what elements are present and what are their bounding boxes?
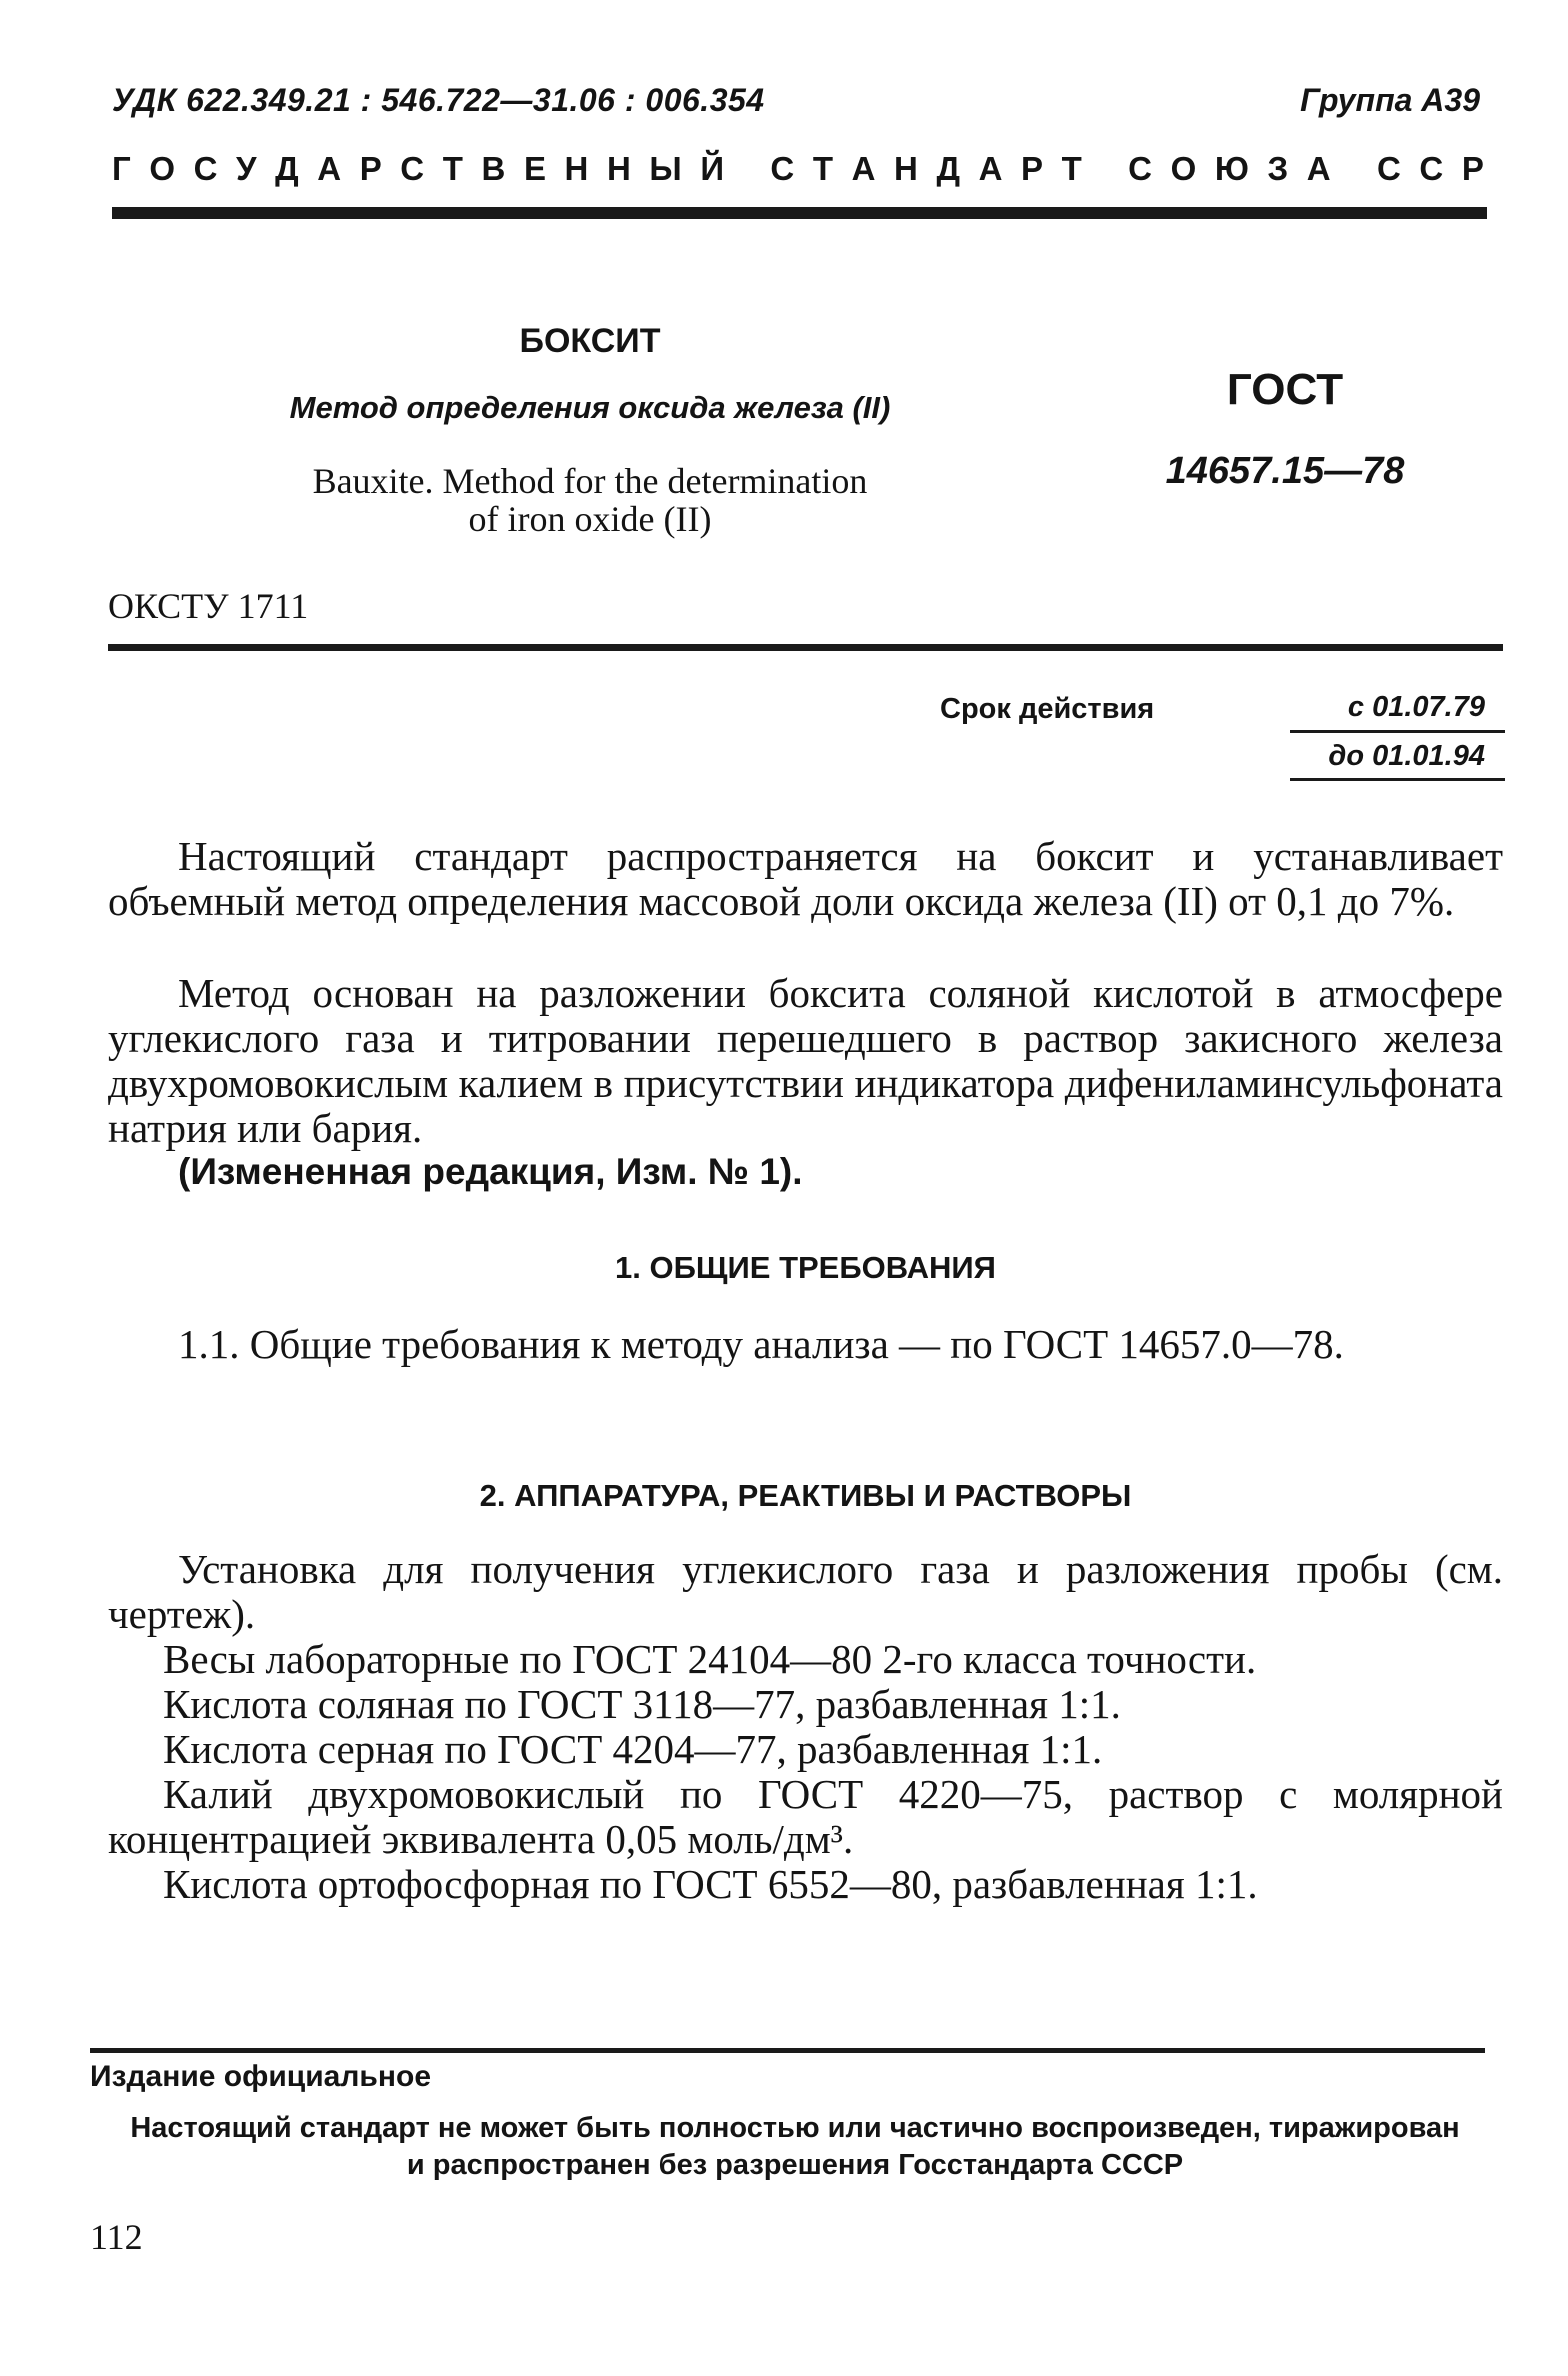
state-title-letter: Н xyxy=(606,150,631,187)
section-2-item: Кислота серная по ГОСТ 4204—77, разбавленная 1:1. xyxy=(163,1726,1103,1772)
page-number: 112 xyxy=(90,2217,143,2257)
state-title-letter: А xyxy=(1306,150,1331,187)
state-title-letter: Г xyxy=(112,150,131,187)
state-title-letter: У xyxy=(236,150,257,187)
state-title-letter: Н xyxy=(564,150,589,187)
state-title-letter: С xyxy=(400,150,425,187)
state-standard-title xyxy=(112,150,1484,188)
state-title-letter: А xyxy=(317,150,342,187)
state-title-gap xyxy=(1100,150,1109,188)
english-title-line-1: Bauxite. Method for the determination xyxy=(312,461,868,501)
section-2-heading: 2. АППАРАТУРА, РЕАКТИВЫ И РАСТВОРЫ xyxy=(479,1478,1132,1513)
state-title-letter: Д xyxy=(936,150,960,187)
state-title-letter: Р xyxy=(1021,150,1044,187)
state-title-letter: Т xyxy=(812,150,834,187)
validity-rule-2 xyxy=(1290,778,1505,781)
method-title: Метод определения оксида железа (II) xyxy=(289,390,891,425)
intro-paragraph-scope: Настоящий стандарт распространяется на боксит и устанавливает объемный метод определения массовой доли оксида железа (II) от 0,1 до 7%. xyxy=(108,833,1503,924)
section-2-item: Установка для получения углекислого газа и разложения пробы (см. чертеж). xyxy=(108,1546,1503,1637)
section-2-item: Кислота соляная по ГОСТ 3118—77, разбавленная 1:1. xyxy=(163,1681,1121,1727)
state-title-letter: С xyxy=(1376,150,1401,187)
state-title-letter: С xyxy=(770,150,795,187)
validity-rule-1 xyxy=(1290,730,1505,733)
state-title-letter: Р xyxy=(359,150,382,187)
state-title-letter: С xyxy=(1419,150,1444,187)
validity-to: до 01.01.94 xyxy=(1328,740,1485,772)
udk-code: УДК 622.349.21 : 546.722—31.06 : 006.354 xyxy=(112,82,765,118)
state-title-gap xyxy=(743,150,752,188)
validity-from: с 01.07.79 xyxy=(1347,691,1485,723)
state-title-letter: Д xyxy=(275,150,299,187)
state-title-letter: Ы xyxy=(649,150,682,187)
state-title-letter: Е xyxy=(523,150,546,187)
intro-paragraph-method: Метод основан на разложении боксита соляной кислотой в атмосфере углекислого газа и титровании перешедшего в раствор закисного железа двухромовокислым калием в присутствии индикатора дифениламинсульфоната натрия или бария. xyxy=(108,970,1503,1151)
gost-label: ГОСТ xyxy=(1226,365,1344,414)
section-1-heading: 1. ОБЩИЕ ТРЕБОВАНИЯ xyxy=(615,1250,996,1285)
group-code: Группа А39 xyxy=(1300,82,1480,118)
state-title-letter: Т xyxy=(442,150,463,187)
state-title-letter: Р xyxy=(1461,150,1484,187)
state-title-letter: Й xyxy=(700,150,725,187)
footer-rule xyxy=(90,2048,1485,2053)
validity-label: Срок действия xyxy=(940,693,1155,725)
section-2-item: Кислота ортофосфорная по ГОСТ 6552—80, разбавленная 1:1. xyxy=(163,1861,1258,1907)
amendment-note: (Измененная редакция, Изм. № 1). xyxy=(178,1151,803,1192)
english-title-line-2: of iron oxide (II) xyxy=(468,499,712,539)
state-title-letter: В xyxy=(481,150,506,187)
state-title-letter: Ю xyxy=(1214,150,1249,187)
state-title-gap xyxy=(1349,150,1358,188)
state-title-letter: С xyxy=(1128,150,1153,187)
gost-number: 14657.15—78 xyxy=(1165,450,1405,492)
title-rule xyxy=(108,644,1503,651)
header-rule xyxy=(112,207,1487,219)
oksty-code: ОКСТУ 1711 xyxy=(108,586,309,626)
state-title-letter: А xyxy=(851,150,876,187)
copyright-note: Настоящий стандарт не может быть полностью или частично воспроизведен, тиражирован и распространен без разрешения Госстандарта СССР xyxy=(130,2112,1460,2181)
state-title-letter: Н xyxy=(894,150,918,187)
document-title: БОКСИТ xyxy=(519,322,661,360)
section-1-paragraph: 1.1. Общие требования к методу анализа — по ГОСТ 14657.0—78. xyxy=(178,1321,1344,1367)
section-2-item: Весы лабораторные по ГОСТ 24104—80 2-го класса точности. xyxy=(163,1636,1257,1682)
official-edition-label: Издание официальное xyxy=(90,2060,432,2093)
state-title-letter: С xyxy=(193,150,218,187)
english-title xyxy=(240,462,940,538)
state-title-letter: О xyxy=(1170,150,1197,187)
state-title-letter: Т xyxy=(1061,150,1082,187)
state-title-letter: А xyxy=(978,150,1003,187)
section-2-item: Калий двухромовокислый по ГОСТ 4220—75, раствор с молярной концентрацией эквивалента 0,05 моль/дм³. xyxy=(108,1771,1503,1862)
state-title-letter: З xyxy=(1267,150,1289,187)
state-title-letter: О xyxy=(149,150,175,187)
